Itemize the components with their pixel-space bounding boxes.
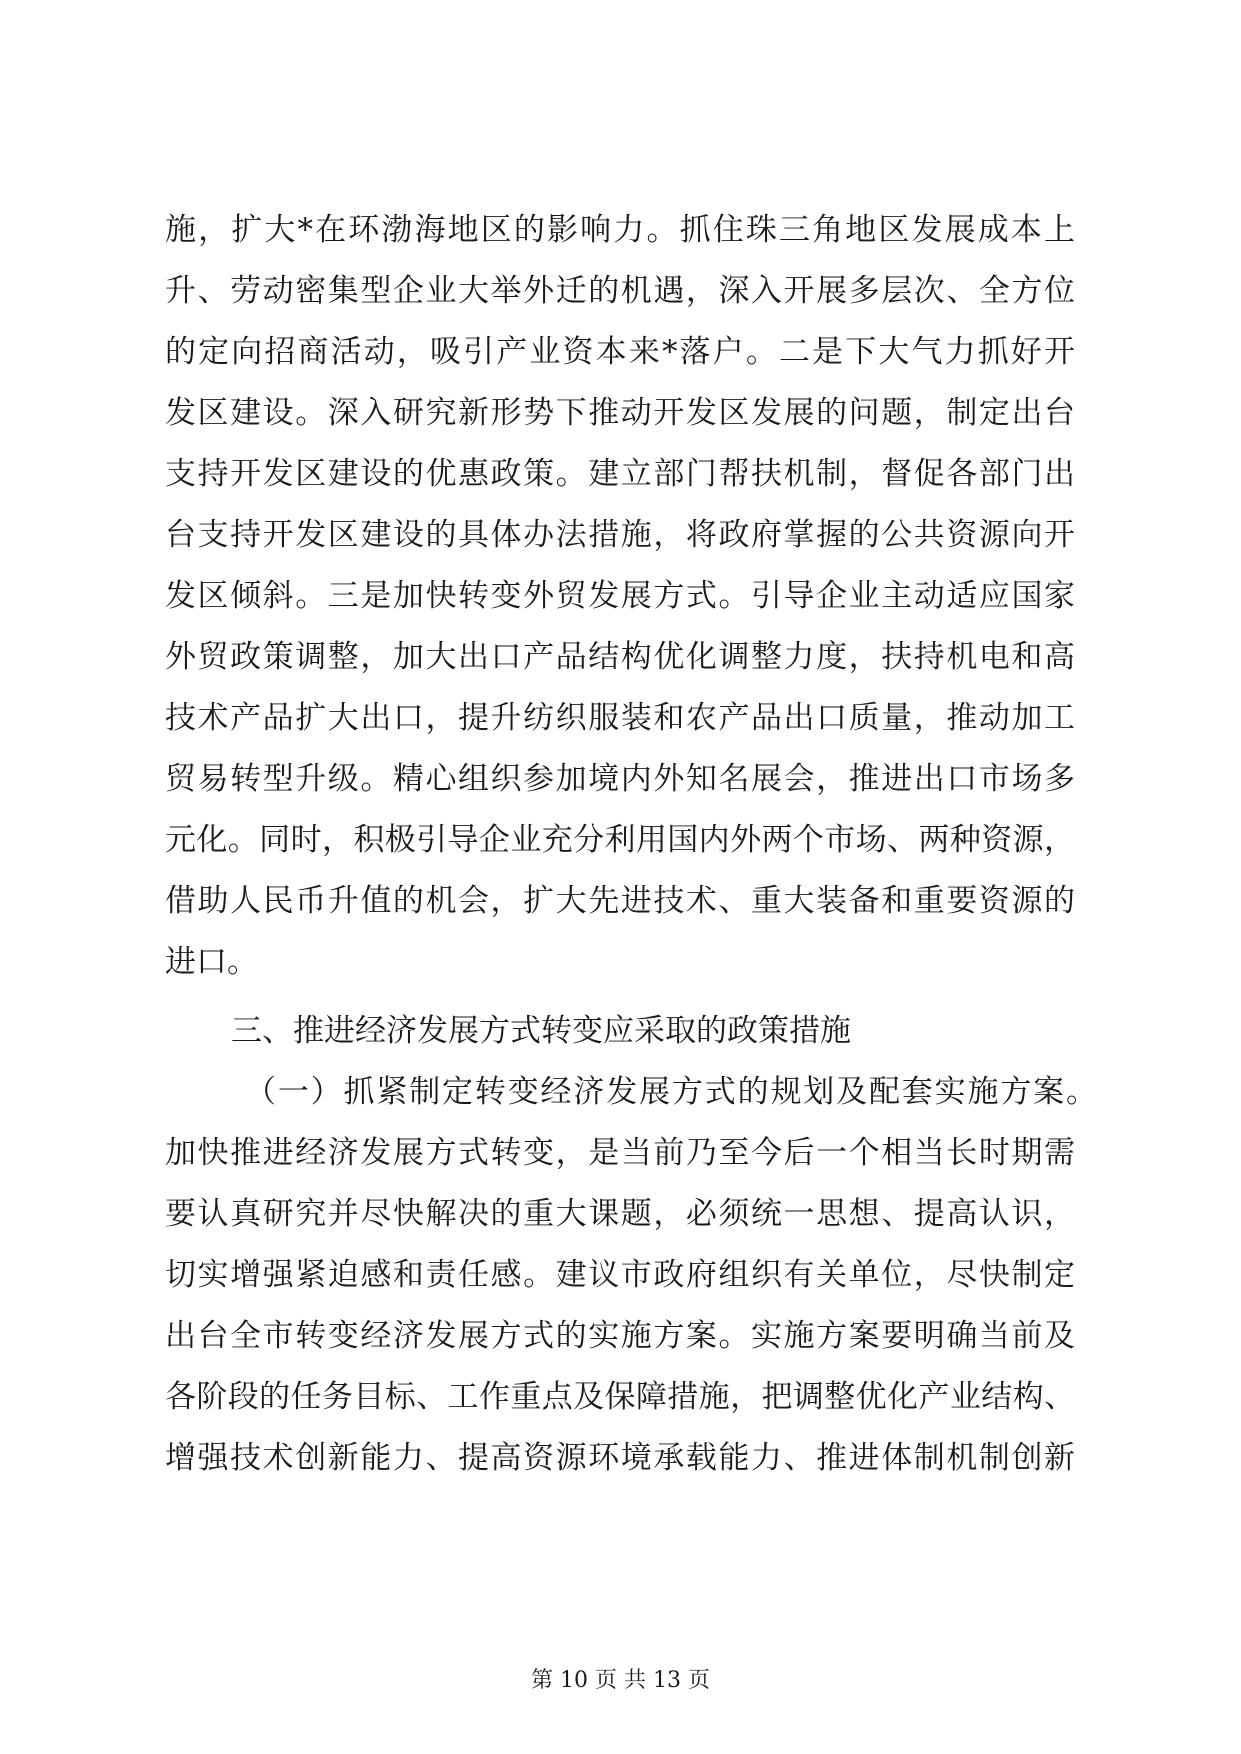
section-heading: 三、推进经济发展方式转变应采取的政策措施 [231, 1013, 851, 1049]
subsection-heading: （一）抓紧制定转变经济发展方式的规划及配套实施方案。 [245, 1074, 1097, 1110]
paragraph-line: 增强技术创新能力、提高资源环境承载能力、推进体制机制创新 [165, 1440, 1075, 1476]
paragraph-line: 技术产品扩大出口，提升纺织服装和农产品出口质量，推动加工 [165, 700, 1075, 736]
paragraph-line: 切实增强紧迫感和责任感。建议市政府组织有关单位，尽快制定 [165, 1257, 1075, 1293]
paragraph-line: 外贸政策调整，加大出口产品结构优化调整力度，扶持机电和高 [165, 639, 1075, 675]
paragraph-line: 借助人民币升值的机会，扩大先进技术、重大装备和重要资源的 [165, 883, 1075, 919]
page-footer: 第 10 页 共 13 页 [531, 1668, 710, 1693]
paragraph-line: 贸易转型升级。精心组织参加境内外知名展会，推进出口市场多 [165, 761, 1075, 797]
paragraph-line: 元化。同时，积极引导企业充分利用国内外两个市场、两种资源， [165, 822, 1075, 858]
paragraph-line: 台支持开发区建设的具体办法措施，将政府掌握的公共资源向开 [165, 517, 1075, 553]
paragraph-line: 出台全市转变经济发展方式的实施方案。实施方案要明确当前及 [165, 1318, 1075, 1354]
paragraph-line: 发区建设。深入研究新形势下推动开发区发展的问题，制定出台 [165, 395, 1075, 431]
paragraph-line: 的定向招商活动，吸引产业资本来*落户。二是下大气力抓好开 [165, 334, 1075, 370]
paragraph-line: 进口。 [165, 944, 258, 980]
paragraph-line: 升、劳动密集型企业大举外迁的机遇，深入开展多层次、全方位 [165, 273, 1075, 309]
paragraph-line: 要认真研究并尽快解决的重大课题，必须统一思想、提高认识， [165, 1196, 1075, 1232]
paragraph-line: 发区倾斜。三是加快转变外贸发展方式。引导企业主动适应国家 [165, 578, 1075, 614]
paragraph-line: 加快推进经济发展方式转变，是当前乃至今后一个相当长时期需 [165, 1135, 1075, 1171]
paragraph-line: 施，扩大*在环渤海地区的影响力。抓住珠三角地区发展成本上 [165, 212, 1075, 248]
paragraph-line: 支持开发区建设的优惠政策。建立部门帮扶机制，督促各部门出 [165, 456, 1075, 492]
paragraph-line: 各阶段的任务目标、工作重点及保障措施，把调整优化产业结构、 [165, 1379, 1075, 1415]
